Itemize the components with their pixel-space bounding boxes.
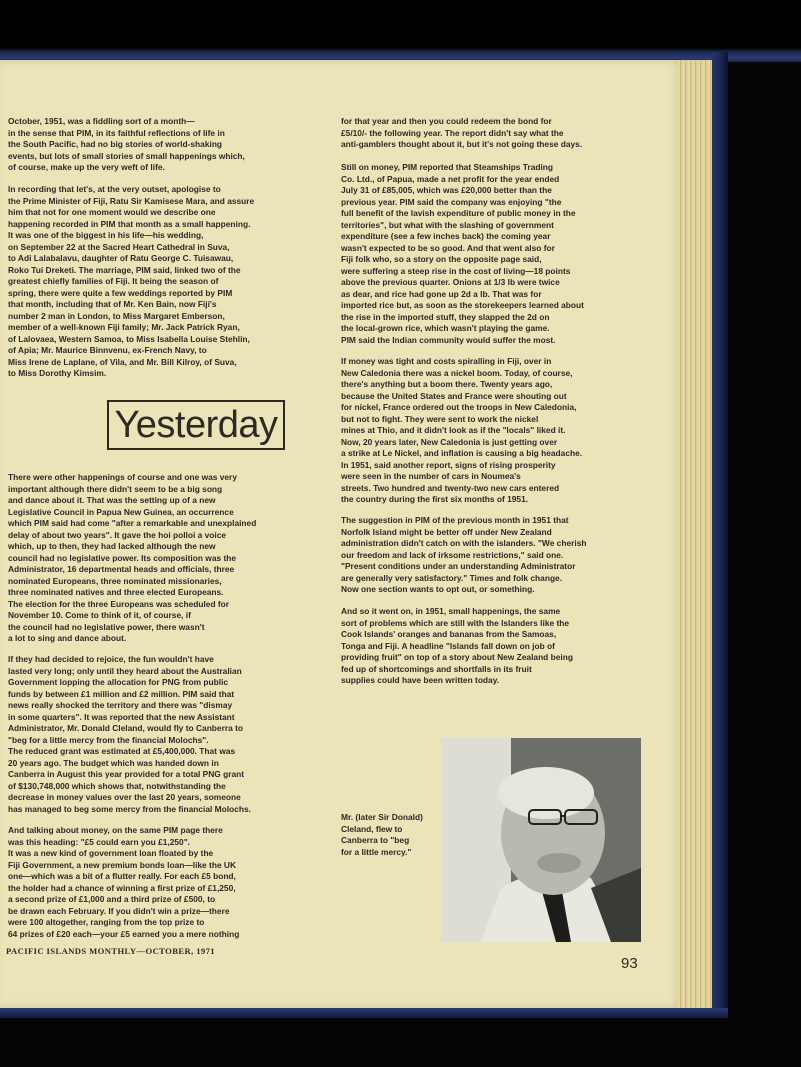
paragraph-bond-redeem: for that year and then you could redeem the bond for £5/10/- the following year. The report didn't say what the anti-gamblers thought about it, but it's not going these days. xyxy=(341,116,583,149)
paragraph-fruit-supplies: And so it went on, in 1951, small happenings, the same sort of problems which are still with the Islanders like the Cook Islands' oranges and bananas from the Samoas, Tonga and Fiji. A headline "Islands fall down on job of providing fruit" on top of a story about New Zealand being fed up of shortcomings and shortfalls in its fruit supplies could have been written today. xyxy=(341,606,573,685)
page-number: 93 xyxy=(621,955,638,972)
paragraph-new-caledonia: If money was tight and costs spiralling in Fiji, over in New Caledonia there was a nickel boom. Today, of course, there's anything but a boom there. Twenty years ago, because the United States and France were shouting out for nickel, France ordered out the troops in New Caledonia, but not to fight. They were sent to work the nickel mines at Thio, and it didn't look as if the "locals" liked it. Now, 20 years later, New Caledonia is just getting over a strike at Le Nickel, and inflation is causing a big headache. In 1951, said another report, signs of rising prosperity were seen in the number of cars in Noumea's streets. Two hundred and twenty-two new cars entered the country during the first six months of 1951. xyxy=(341,356,583,504)
publication-footer: PACIFIC ISLANDS MONTHLY—OCTOBER, 1971 xyxy=(6,946,215,956)
paragraph-wedding: In recording that let's, at the very outset, apologise to the Prime Minister of Fiji, Ratu Sir Kamisese Mara, and assure him that not for one moment would we describe one happening recorded in PIM that month as a small happening. It was one of the biggest in his life—his wedding, on September 22 at the Sacred Heart Cathedral in Suva, to Adi Lalabalavu, daughter of Ratu George C. Tuisawau, Roko Tui Dreketi. The marriage, PIM said, linked two of the greatest chiefly families of Fiji. It being the season of spring, there were quite a few weddings reported by PIM that month, including that of Mr. Ken Bain, now Fiji's number 2 man in London, to Miss Margaret Emberson, member of a well-known Fiji family; Mr. Jack Patrick Ryan, of Lalovaea, Western Samoa, to Miss Isabella Louise Stehlin, of Apia; Mr. Maurice Binnvenu, ex-French Navy, to Miss Irene de Laplane, of Vila, and Mr. Bill Kilroy, of Suva, to Miss Dorothy Kimsim. xyxy=(8,184,255,378)
section-heading: Yesterday xyxy=(114,404,278,446)
paragraph-premium-bonds: And talking about money, on the same PIM page there was this heading: "£5 could earn you £1,250". It was a new kind of government loan floated by the Fiji Government, a new premium bonds loan—like the UK one—which was a bit of a flutter really. For each £5 bond, the holder had a chance of winning a first prize of £1,250, a second prize of £1,000 and a third prize of £500, to be drawn each February. If you didn't win a prize—there were 100 altogether, ranging from the top prize to 64 prizes of £20 each—your £5 earned you a mere nothing xyxy=(8,825,240,939)
portrait-illustration xyxy=(441,738,641,942)
portrait-photo xyxy=(441,738,641,942)
book-binding-top xyxy=(0,0,801,62)
photo-caption: Mr. (later Sir Donald) Cleland, flew to Canberra to "beg for a little mercy." xyxy=(341,812,423,857)
paragraph-norfolk-island: The suggestion in PIM of the previous month in 1951 that Norfolk Island might be better off under New Zealand administration didn't catch on with the islanders. "We cherish our freedom and lack of irksome restrictions," said one. "Present conditions under an understanding Administrator are generally very satisfactory." Times and folk change. Now one section wants to opt out, or something. xyxy=(341,515,587,594)
book-binding-bottom xyxy=(0,1008,728,1018)
yesterday-heading-box xyxy=(107,400,285,450)
paragraph-intro: October, 1951, was a fiddling sort of a month— in the sense that PIM, in its faithful reflections of life in the South Pacific, had no big stories of world-shaking events, but lots of small stories of small happenings which, of course, make up the very weft of life. xyxy=(8,116,245,172)
paragraph-png-grant: If they had decided to rejoice, the fun wouldn't have lasted very long; only until they heard about the Australian Government lopping the allocation for PNG from public funds by between £1 million and £2 million. PIM said that news really shocked the territory and there was "dismay in some quarters". It was reported that the new Assistant Administrator, Mr. Donald Cleland, would fly to Canberra to "beg for a little mercy from the financial Molochs". The reduced grant was estimated at £5,400,000. That was 20 years ago. The budget which was handed down in Canberra in August this year provided for a total PNG grant of $130,748,000 which shows that, notwithstanding the decrease in money values over the last 20 years, someone has managed to beg some mercy from the financial Molochs. xyxy=(8,654,251,814)
paragraph-steamships: Still on money, PIM reported that Steamships Trading Co. Ltd., of Papua, made a net profit for the year ended July 31 of £85,005, which was £20,000 better than the previous year. PIM said the company was enjoying "the full benefit of the lavish expenditure of public money in the territories", but what with the slashing of government expenditure (see a few inches back) the coming year wasn't expected to be so good. And that went also for Fiji folk who, so a story on the opposite page said, were suffering a steep rise in the cost of living—18 points above the previous quarter. Onions at 1/3 lb were twice as dear, and rice had gone up 2d a lb. That was for imported rice but, as soon as the storekeepers learned about the rise in the imported stuff, they slapped the 2d on the local-grown rice, which wasn't playing the game. PIM said the Indian community would suffer the most. xyxy=(341,162,584,345)
page-edges xyxy=(678,60,714,1010)
book-cover-edge xyxy=(712,52,728,1014)
paragraph-legislative-council: There were other happenings of course and one was very important although there didn't seem to be a big song and dance about it. That was the setting up of a new Legislative Council in Papua New Guinea, an occurrence which PIM said had come "after a remarkable and unexplained delay of about two years". It gave the hoi polloi a voice which, up to then, they had lacked although the new council had no legislative power. Its composition was the Administrator, 16 departmental heads and officials, three nominated Europeans, three nominated missionaries, three nominated natives and three elected Europeans. The election for the three Europeans was scheduled for November 10. Come to think of it, of course, if the council had no legislative power, there wasn't a lot to sing and dance about. xyxy=(8,472,257,643)
